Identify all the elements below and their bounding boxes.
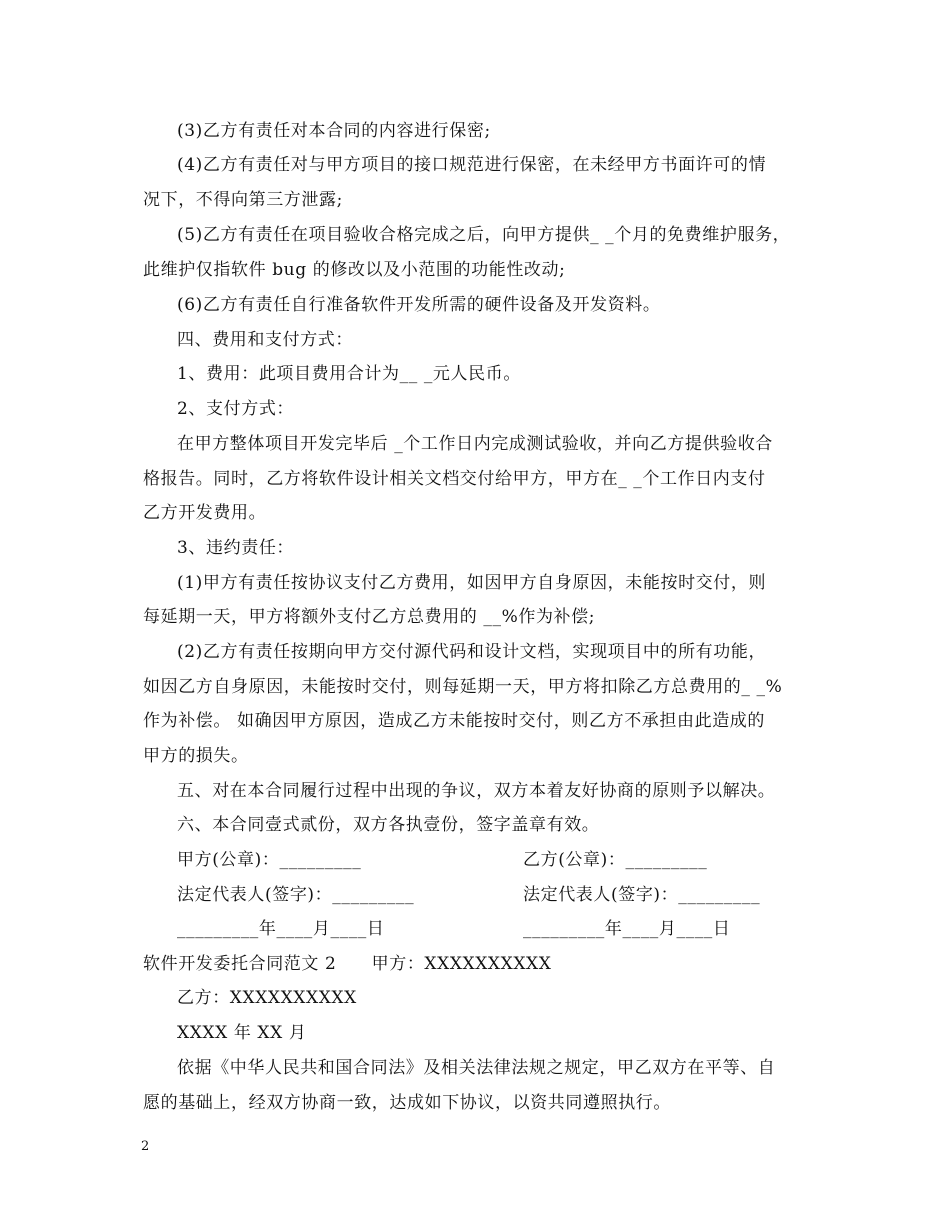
breach-2: (2)乙方有责任按期向甲方交付源代码和设计文档，实现项目中的所有功能， — [177, 642, 767, 662]
section-5: 五、对在本合同履行过程中出现的争议，双方本着友好协商的原则予以解决。 — [177, 781, 776, 801]
party-a-representative: 法定代表人(签字)：_________ — [177, 885, 415, 905]
contract-2-title: 软件开发委托合同范文 2 甲方：XXXXXXXXXX — [143, 954, 552, 974]
fee-line: 1、费用：此项目费用合计为__ _元人民币。 — [177, 364, 521, 384]
clause-5-cont: 此维护仅指软件 bug 的修改以及小范围的功能性改动; — [143, 260, 566, 280]
payment-text-1: 在甲方整体项目开发完毕后 _个工作日内完成测试验收，并向乙方提供验收合 — [177, 434, 773, 454]
breach-2-cont-1: 如因乙方自身原因，未能按时交付，则每延期一天，甲方将扣除乙方总费用的_ _% — [143, 677, 783, 697]
party-a-date: _________年____月____日 — [177, 919, 385, 939]
clause-6: (6)乙方有责任自行准备软件开发所需的硬件设备及开发资料。 — [177, 295, 661, 315]
clause-4-cont: 况下，不得向第三方泄露; — [143, 190, 343, 210]
breach-2-cont-2: 作为补偿。 如确因甲方原因，造成乙方未能按时交付，则乙方不承担由此造成的 — [143, 711, 766, 731]
clause-4: (4)乙方有责任对与甲方项目的接口规范进行保密，在未经甲方书面许可的情 — [177, 155, 767, 175]
contract-2-party-b: 乙方：XXXXXXXXXX — [177, 988, 357, 1008]
clause-3: (3)乙方有责任对本合同的内容进行保密; — [177, 121, 491, 141]
section-6: 六、本合同壹式贰份，双方各执壹份，签字盖章有效。 — [177, 815, 600, 835]
breach-1-cont: 每延期一天，甲方将额外支付乙方总费用的 __%作为补偿; — [143, 607, 596, 627]
breach-2-cont-3: 甲方的损失。 — [143, 746, 249, 766]
breach-heading: 3、违约责任： — [177, 538, 295, 558]
payment-heading: 2、支付方式： — [177, 399, 295, 419]
party-a-seal: 甲方(公章)：_________ — [177, 850, 362, 870]
clause-5: (5)乙方有责任在项目验收合格完成之后，向甲方提供_ _个月的免费维护服务， — [177, 225, 791, 245]
contract-2-body-2: 愿的基础上，经双方协商一致，达成如下协议，以资共同遵照执行。 — [143, 1093, 671, 1113]
section-4-heading: 四、费用和支付方式： — [177, 330, 353, 350]
page-number: 2 — [141, 1139, 150, 1154]
party-b-date: _________年____月____日 — [523, 919, 731, 939]
payment-text-2: 格报告。同时，乙方将软件设计相关文档交付给甲方，甲方在_ _个工作日内支付 — [143, 469, 766, 489]
party-b-seal: 乙方(公章)：_________ — [523, 850, 708, 870]
payment-text-3: 乙方开发费用。 — [143, 503, 267, 523]
contract-2-date: XXXX 年 XX 月 — [177, 1023, 307, 1043]
breach-1: (1)甲方有责任按协议支付乙方费用，如因甲方自身原因，未能按时交付，则 — [177, 573, 767, 593]
party-b-representative: 法定代表人(签字)：_________ — [523, 885, 761, 905]
contract-2-body-1: 依据《中华人民共和国合同法》及相关法律法规之规定，甲乙双方在平等、自 — [177, 1058, 776, 1078]
